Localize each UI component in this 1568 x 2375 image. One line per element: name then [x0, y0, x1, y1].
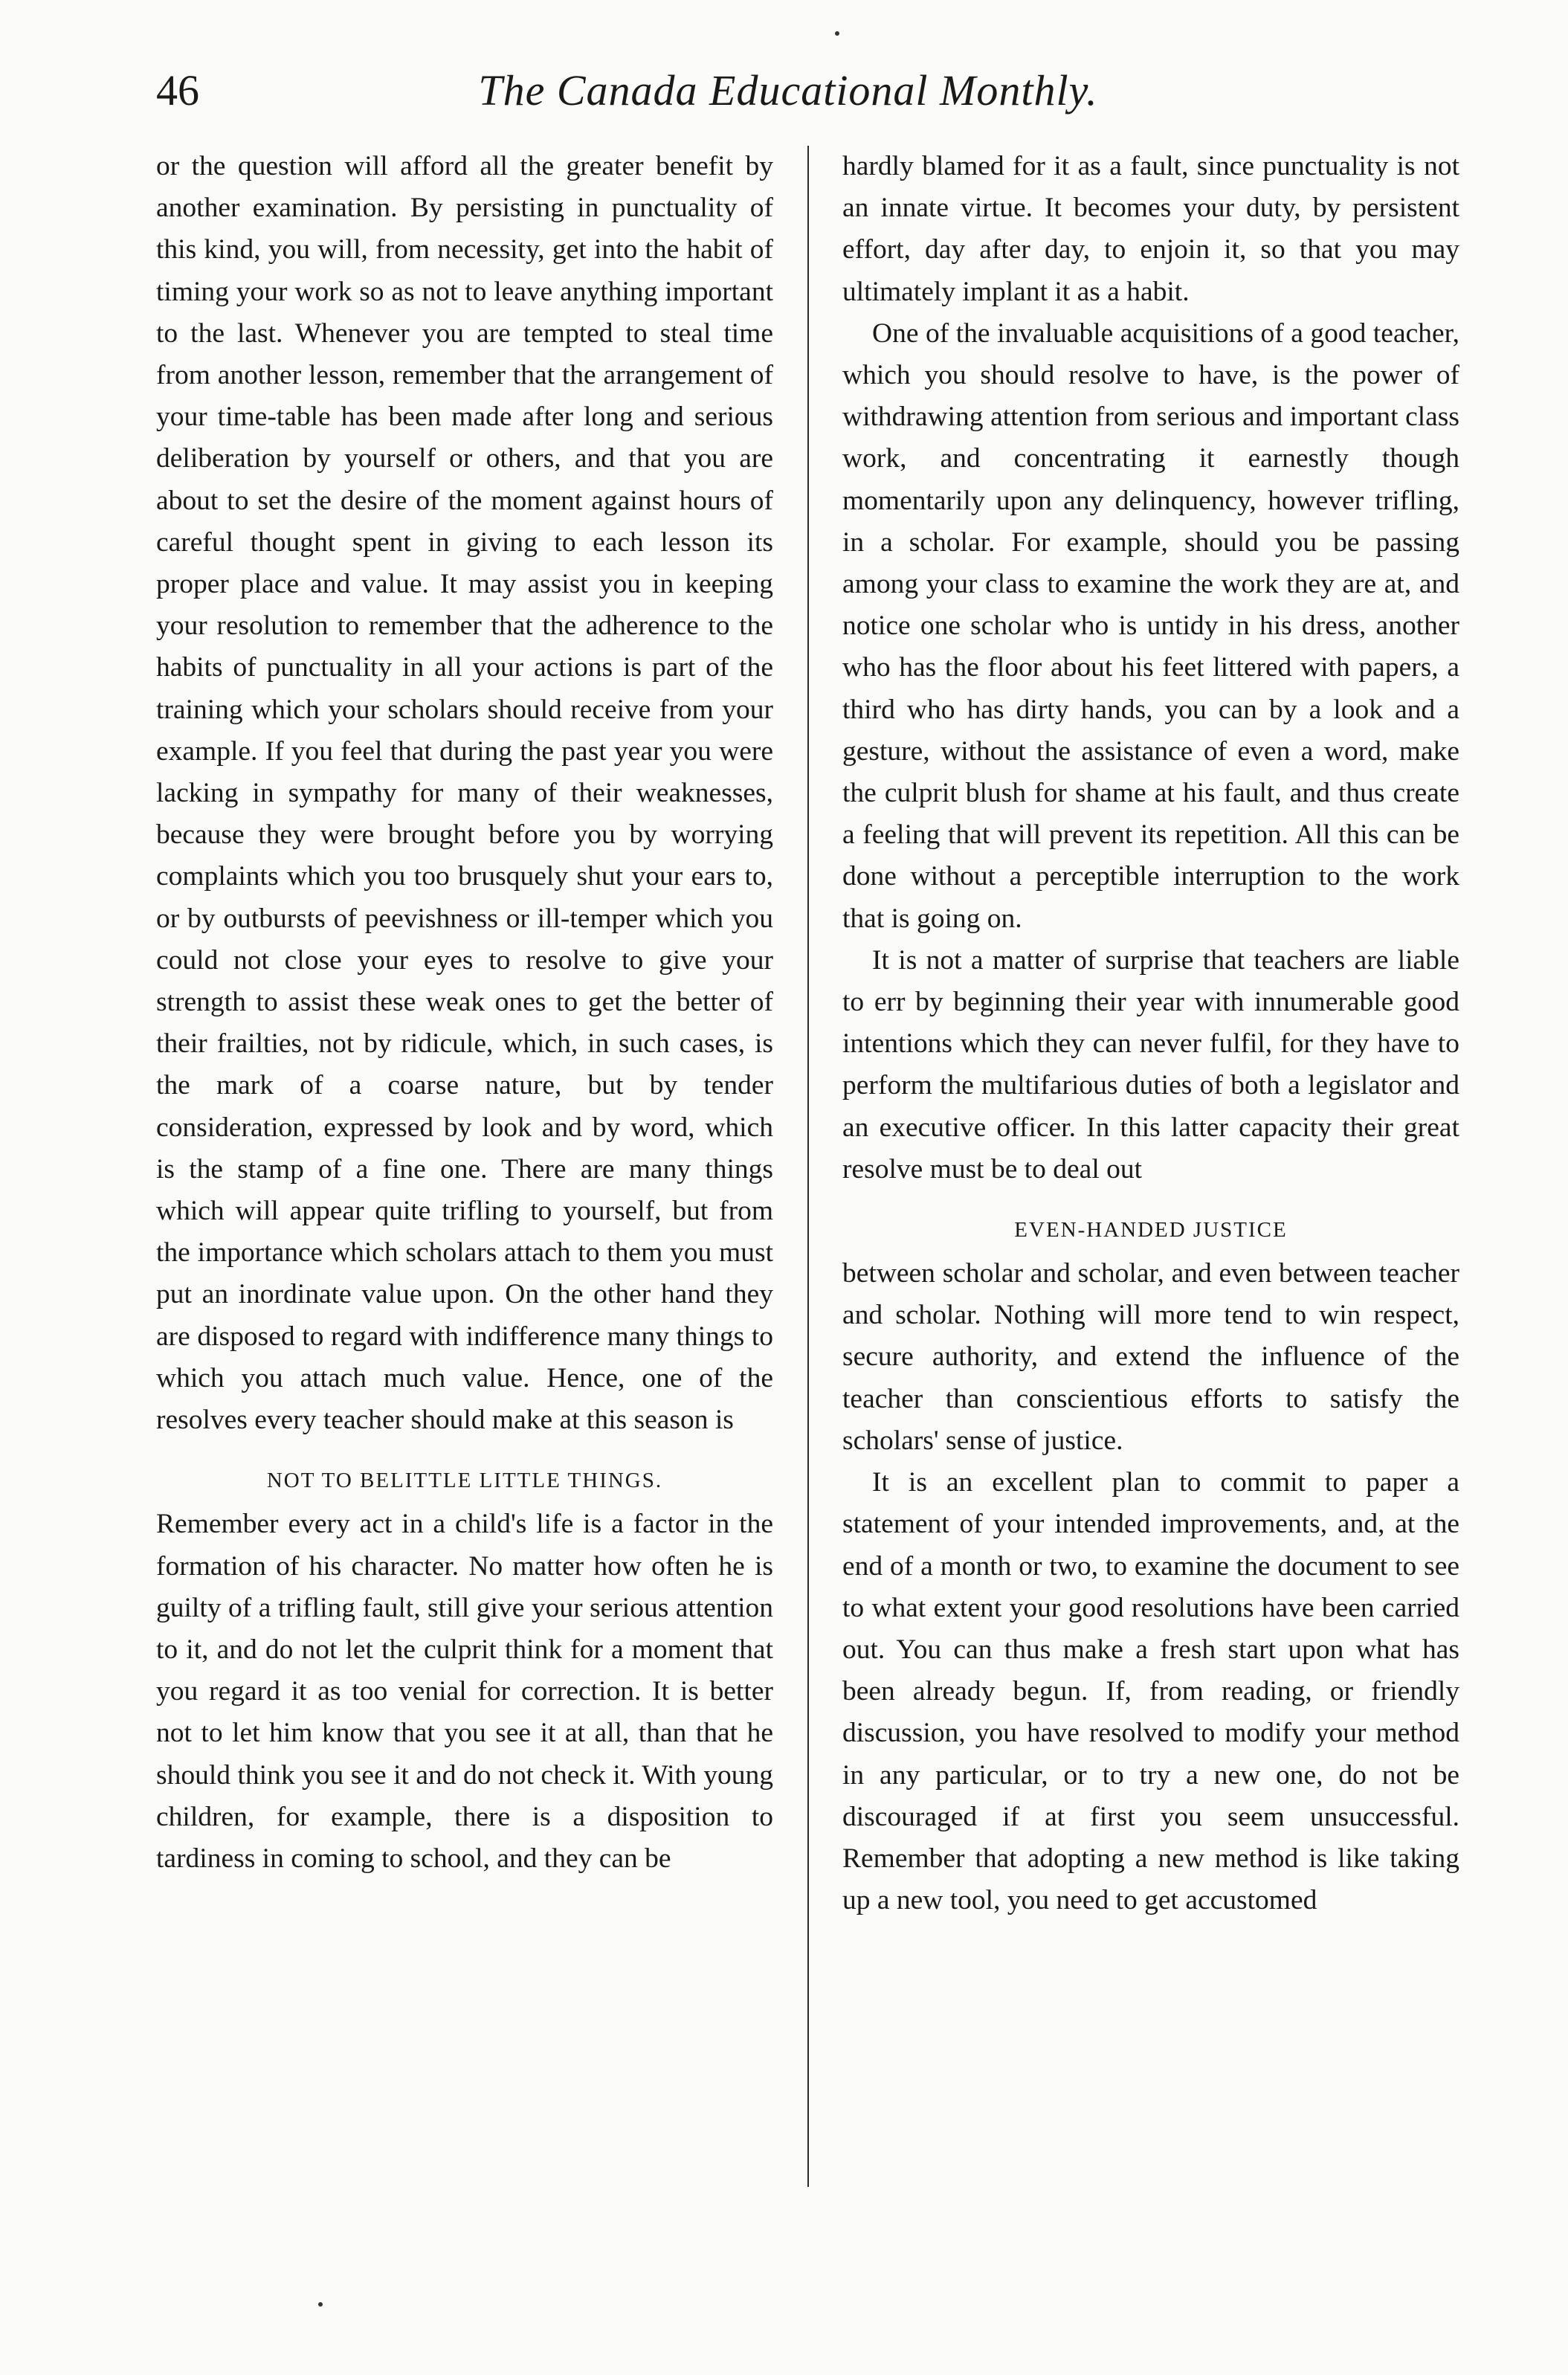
right-paragraph-4: between scholar and scholar, and even between teacher and scholar. Nothing will more tend to win respect, secure authority, and extend the influence of the teacher than conscientious efforts to satisfy the scholars' sense of justice.	[842, 1258, 1459, 1456]
left-column	[156, 146, 773, 1880]
right-paragraph-2: One of the invaluable acquisitions of a good teacher, which you should resolve to have, is the power of withdrawing attention from serious and important class work, and concentrating it earnestly though momentarily upon any delinquency, however trifling, in a scholar. For example, should you be passing among your class to examine the work they are at, and notice one scholar who is untidy in his dress, another who has the floor about his feet littered with papers, a third who has dirty hands, you can by a look and a gesture, without the assistance of even a word, make the culprit blush for shame at his fault, and thus create a feeling that will prevent its repetition. All this can be done without a perceptible interruption to the work that is going on.	[842, 318, 1459, 934]
section-heading-justice: EVEN-HANDED JUSTICE	[1014, 1218, 1288, 1243]
page-header	[156, 65, 1420, 132]
left-paragraph-1: or the question will afford all the greater benefit by another examination. By persisting in punctuality of this kind, you will, from necessity, get into the habit of timing your work so as not to leave anything important to the last. Whenever you are tempted to steal time from another lesson, remember that the arrangement of your time-table has been made after long and serious deliberation by yourself or others, and that you are about to set the desire of the moment against hours of careful thought spent in giving to each lesson its proper place and value. It may assist you in keeping your resolution to remember that the adherence to the habits of punctuality in all your actions is part of the training which your scholars should receive from your example. If you feel that during the past year you were lacking in sympathy for many of their weaknesses, because they were brought before you by worrying complaints which you too brusquely shut your ears to, or by outbursts of peevishness or ill-temper which you could not close your eyes to resolve to give your strength to assist these weak ones to get the better of their frailties, not by ridicule, which, in such cases, is the mark of a coarse nature, but by tender consideration, expressed by look and by word, which is the stamp of a fine one. There are many things which will appear quite trifling to yourself, but from the importance which scholars attach to them you must put an inordinate value upon. On the other hand they are disposed to regard with indifference many things to which you attach much value. Hence, one of the resolves every teacher should make at this season is	[156, 151, 773, 1436]
right-paragraph-5: It is an excellent plan to commit to paper a statement of your intended improvements, and, at the end of a month or two, to examine the document to see to what extent your good resolutions have been carried out. You can thus make a fresh start upon what has been already begun. If, from reading, or friendly discussion, you have resolved to modify your method in any particular, or to try a new one, do not be discouraged if at first you seem unsuccessful. Remember that adopting a new method is like taking up a new tool, you need to get accustomed	[842, 1467, 1459, 1916]
column-divider	[807, 146, 809, 2187]
right-paragraph-3: It is not a matter of surprise that teachers are liable to err by beginning their year with innumerable good intentions which they can never fulfil, for they have to perform the multifarious duties of both a legislator and an executive officer. In this latter capacity their great resolve must be to deal out	[842, 944, 1459, 1185]
left-paragraph-2: Remember every act in a child's life is a factor in the formation of his character. No matter how often he is guilty of a trifling fault, still give your serious attention to it, and do not let the culprit think for a moment that you regard it as too venial for correction. It is better not to let him know that you see it at all, than that he should think you see it and do not check it. With young children, for example, there is a disposition to tardiness in coming to school, and they can be	[156, 1509, 773, 1874]
journal-title: The Canada Educational Monthly.	[478, 66, 1098, 115]
bottom-dot	[318, 2302, 323, 2307]
section-heading-belittle: NOT TO BELITTLE LITTLE THINGS.	[266, 1469, 663, 1493]
right-column	[842, 146, 1459, 1921]
right-paragraph-1: hardly blamed for it as a fault, since punctuality is not an innate virtue. It becomes your duty, by persistent effort, day after day, to enjoin it, so that you may ultimately implant it as a habit.	[842, 151, 1459, 307]
page-number: 46	[156, 66, 199, 115]
top-dot	[835, 31, 839, 36]
